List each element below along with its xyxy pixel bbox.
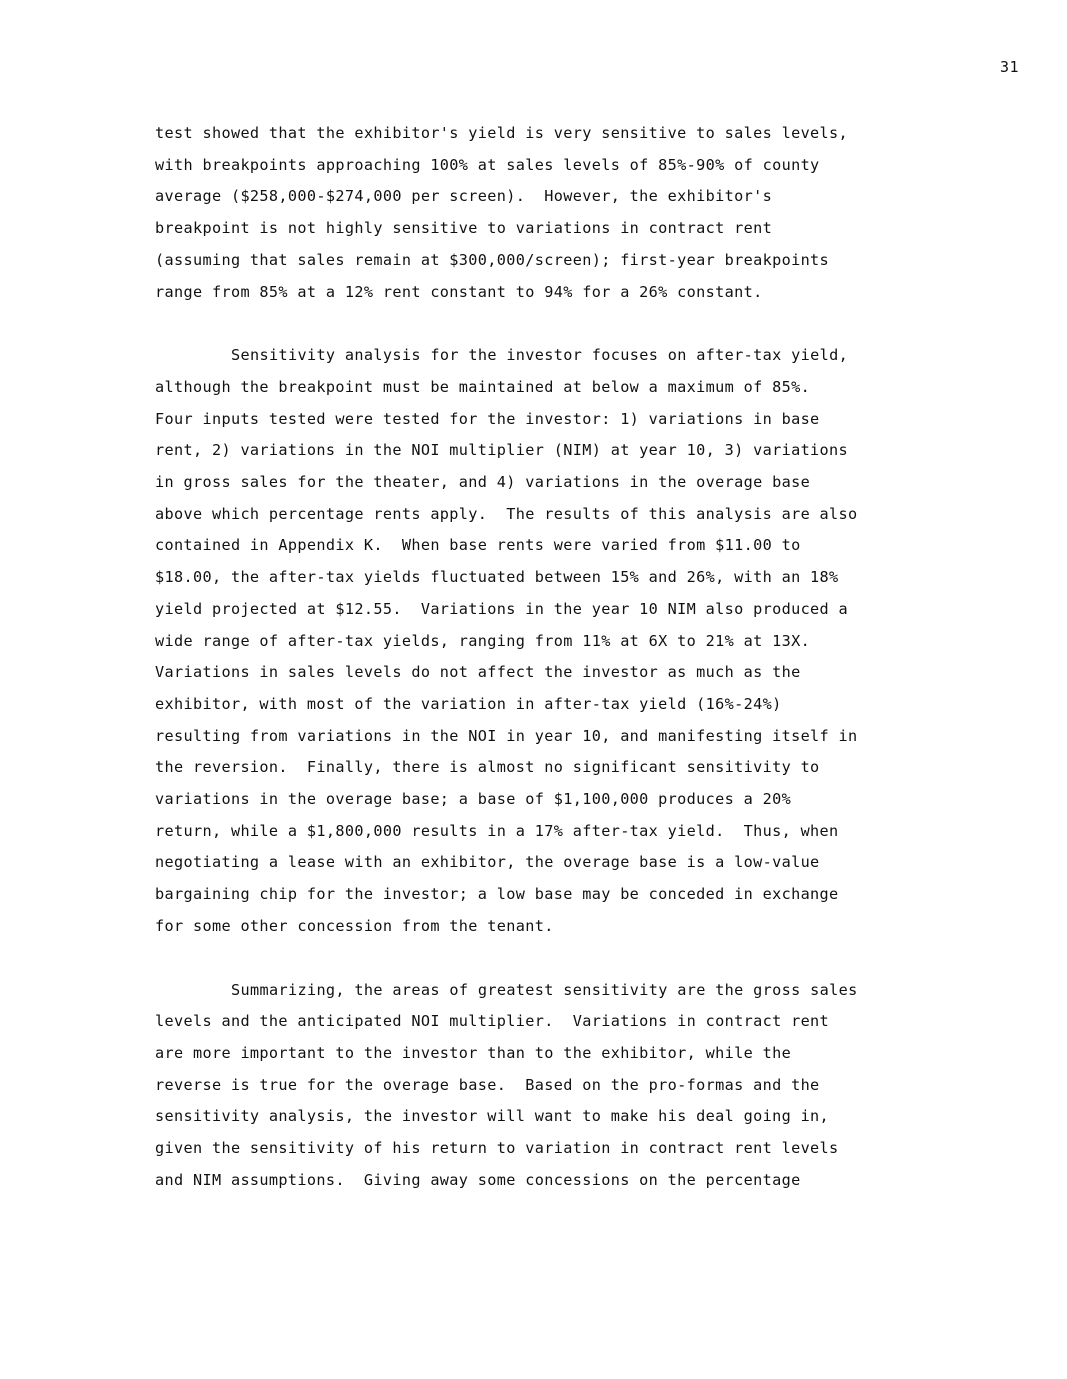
text-line: (assuming that sales remain at $300,000/screen); first-year breakpoints xyxy=(155,250,830,269)
text-line: yield projected at $12.55. Variations in the year 10 NIM also produced a xyxy=(155,599,849,618)
text-line: are more important to the investor than to the exhibitor, while the xyxy=(155,1043,792,1062)
text-line: with breakpoints approaching 100% at sales levels of 85%-90% of county xyxy=(155,155,820,174)
text-line: range from 85% at a 12% rent constant to 94% for a 26% constant. xyxy=(155,282,763,301)
text-line: exhibitor, with most of the variation in after-tax yield (16%-24%) xyxy=(155,694,782,713)
text-line: negotiating a lease with an exhibitor, the overage base is a low-value xyxy=(155,853,820,872)
text-line: $18.00, the after-tax yields fluctuated between 15% and 26%, with an 18% xyxy=(155,568,839,587)
text-line: Sensitivity analysis for the investor focuses on after-tax yield, xyxy=(231,346,849,365)
text-line: above which percentage rents apply. The results of this analysis are also xyxy=(155,504,858,523)
text-line: rent, 2) variations in the NOI multiplier (NIM) at year 10, 3) variations xyxy=(155,441,849,460)
text-line: test showed that the exhibitor's yield is very sensitive to sales levels, xyxy=(155,124,849,142)
text-line: return, while a $1,800,000 results in a 17% after-tax yield. Thus, when xyxy=(155,821,839,840)
text-line: reverse is true for the overage base. Based on the pro-formas and the xyxy=(155,1075,820,1094)
paragraph xyxy=(155,340,985,942)
text-line: for some other concession from the tenant. xyxy=(155,916,554,935)
text-line: levels and the anticipated NOI multiplier. Variations in contract rent xyxy=(155,1012,830,1031)
text-line: given the sensitivity of his return to variation in contract rent levels xyxy=(155,1139,839,1158)
text-line: breakpoint is not highly sensitive to variations in contract rent xyxy=(155,219,773,238)
text-line: in gross sales for the theater, and 4) variations in the overage base xyxy=(155,473,811,492)
text-line: sensitivity analysis, the investor will want to make his deal going in, xyxy=(155,1107,830,1126)
paragraph xyxy=(155,118,985,308)
text-line: although the breakpoint must be maintained at below a maximum of 85%. xyxy=(155,377,811,396)
text-line: variations in the overage base; a base of $1,100,000 produces a 20% xyxy=(155,790,792,809)
text-line: and NIM assumptions. Giving away some concessions on the percentage xyxy=(155,1170,801,1189)
text-line: wide range of after-tax yields, ranging from 11% at 6X to 21% at 13X. xyxy=(155,631,811,650)
paragraph xyxy=(155,975,985,1197)
text-line: resulting from variations in the NOI in year 10, and manifesting itself in xyxy=(155,726,858,745)
text-line: Summarizing, the areas of greatest sensitivity are the gross sales xyxy=(231,980,858,999)
text-line: average ($258,000-$274,000 per screen). However, the exhibitor's xyxy=(155,187,773,206)
text-line: the reversion. Finally, there is almost no significant sensitivity to xyxy=(155,758,820,777)
text-line: bargaining chip for the investor; a low base may be conceded in exchange xyxy=(155,885,839,904)
text-line: contained in Appendix K. When base rents were varied from $11.00 to xyxy=(155,536,801,555)
paragraph-gap xyxy=(155,308,985,340)
text-line: Four inputs tested were tested for the investor: 1) variations in base xyxy=(155,409,820,428)
page-number: 31 xyxy=(999,58,1019,76)
paragraph-gap xyxy=(155,943,985,975)
body-text xyxy=(155,118,985,1197)
text-line: Variations in sales levels do not affect the investor as much as the xyxy=(155,663,801,682)
